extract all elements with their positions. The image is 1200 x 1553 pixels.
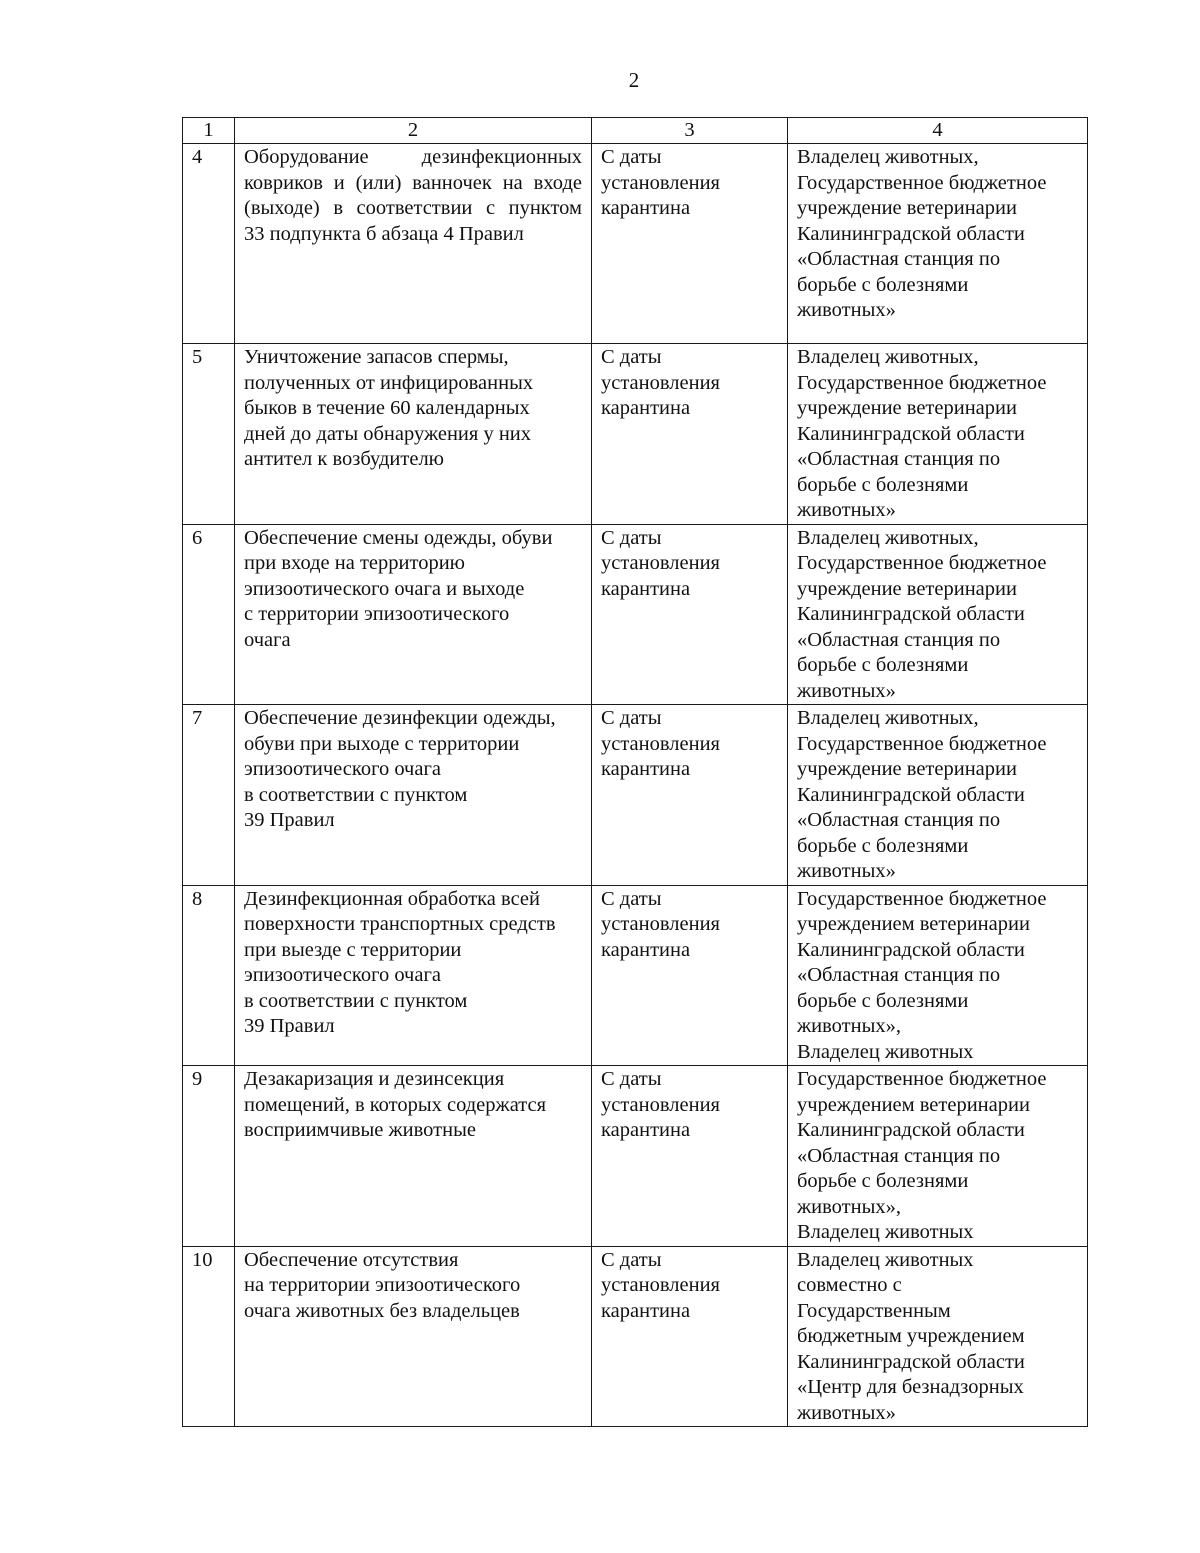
measure-description-line: Уничтожение запасов спермы, [244,346,509,368]
row-number: 9 [183,1066,235,1247]
header-col-4: 4 [788,118,1088,144]
measure-deadline [592,885,788,1066]
measure-deadline-line: карантина [601,397,691,419]
header-col-3: 3 [592,118,788,144]
measure-responsible-line: Калининградской области [797,603,1025,625]
measure-deadline-line: С даты [601,707,662,729]
table-row [183,344,1088,525]
header-col-2: 2 [235,118,592,144]
measure-description-line: в соответствии с пунктом [244,783,468,806]
measure-deadline-line: карантина [601,938,691,961]
measure-description-line: ковриков и (или) ванночек на входе [244,171,582,194]
measure-responsible-line: Государственным [797,1299,951,1322]
measure-deadline [592,144,788,344]
measure-description-line: эпизоотического очага [244,964,441,986]
table-row [183,1066,1088,1247]
measure-description-line: Обеспечение смены одежды, обуви [244,526,553,549]
measure-responsible-line: учреждение ветеринарии [797,397,1017,419]
measure-description-line: восприимчивые животные [244,1119,476,1141]
row-number: 4 [183,144,235,344]
measure-deadline [592,1246,788,1427]
measure-description [235,885,592,1066]
measure-description-line: очага животных без владельцев [244,1299,520,1322]
measure-responsible-line: борьбе с болезнями [797,273,969,296]
measure-responsible [788,1246,1088,1427]
measure-deadline-line: карантина [601,1299,691,1322]
measure-responsible-line: Государственное бюджетное [797,887,1047,910]
measure-deadline-line: С даты [601,1068,662,1090]
measure-responsible-line: учреждение ветеринарии [797,577,1017,600]
measure-responsible-line: борьбе с болезнями [797,473,969,496]
measure-responsible [788,144,1088,344]
measure-responsible-line: животных» [797,860,896,882]
measure-responsible [788,524,1088,705]
measure-deadline-line: установления [601,732,720,755]
measure-description-line: Обеспечение отсутствия [244,1248,459,1271]
measure-deadline [592,705,788,886]
measure-deadline-line: карантина [601,758,691,780]
row-number: 6 [183,524,235,705]
table-row [183,524,1088,705]
measure-description [235,1246,592,1427]
measure-responsible-line: борьбе с болезнями [797,1170,969,1192]
row-number: 8 [183,885,235,1066]
measure-responsible-line: Владелец животных [797,1248,974,1271]
measure-deadline-line: С даты [601,1248,662,1271]
measure-responsible-line: животных», [797,1195,901,1218]
measure-responsible-line: Калининградской области [797,422,1025,445]
measure-responsible-line: бюджетным учреждением [797,1325,1025,1347]
measure-description [235,524,592,705]
row-number: 5 [183,344,235,525]
measure-description-line: Обеспечение дезинфекции одежды, [244,707,556,729]
measure-description-line: 39 Правил [244,1015,335,1037]
measure-responsible-line: Государственное бюджетное [797,371,1047,394]
measure-description-line: поверхности транспортных средств [244,913,556,935]
row-number: 7 [183,705,235,886]
measure-deadline [592,1066,788,1247]
measure-deadline [592,524,788,705]
measure-deadline-line: карантина [601,197,691,219]
measure-responsible-line: Владелец животных [797,1040,974,1063]
measure-deadline-line: С даты [601,526,662,549]
measure-description-line: 39 Правил [244,809,335,831]
measure-responsible [788,705,1088,886]
table-row [183,144,1088,344]
measure-description-line: при выезде с территории [244,938,462,961]
measure-responsible-line: «Областная станция по [797,964,1001,986]
measure-responsible-line: животных» [797,1401,896,1424]
measure-description-line: с территории эпизоотического [244,603,510,625]
measure-deadline-line: установления [601,552,720,574]
measure-responsible-line: борьбе с болезнями [797,834,969,857]
measure-responsible-line: Калининградской области [797,1350,1025,1373]
measure-responsible-line: учреждением ветеринарии [797,1093,1030,1116]
measure-description-line: полученных от инфицированных [244,371,534,394]
measure-deadline [592,344,788,525]
measure-responsible-line: учреждением ветеринарии [797,913,1030,935]
measure-description-line: 33 подпункта б абзаца 4 Правил [244,222,524,245]
measure-responsible-line: «Областная станция по [797,1144,1001,1167]
measure-description-line: при входе на территорию [244,552,465,574]
measure-deadline-line: установления [601,171,720,194]
measure-responsible-line: борьбе с болезнями [797,989,969,1012]
header-row [183,118,1088,144]
measure-description-line: Оборудование дезинфекционных [244,146,582,168]
table-row [183,1246,1088,1427]
page-number: 2 [628,68,640,92]
measure-description [235,705,592,886]
measure-responsible-line: животных» [797,679,896,702]
measure-responsible-line: «Областная станция по [797,248,1001,270]
measure-deadline-line: С даты [601,146,662,168]
measure-deadline-line: карантина [601,1119,691,1141]
measure-deadline-line: С даты [601,346,662,368]
measure-responsible-line: «Областная станция по [797,448,1001,470]
table-row [183,885,1088,1066]
measure-description [235,1066,592,1247]
measure-responsible [788,1066,1088,1247]
measure-responsible-line: Владелец животных, [797,707,979,729]
measure-responsible-line: борьбе с болезнями [797,654,969,676]
measure-deadline-line: установления [601,1093,720,1116]
measure-responsible-line: Калининградской области [797,1119,1025,1141]
measure-responsible-line: Владелец животных, [797,346,979,368]
measure-responsible-line: «Областная станция по [797,809,1001,831]
measure-responsible-line: Государственное бюджетное [797,552,1047,574]
measure-responsible-line: Владелец животных, [797,146,979,168]
measure-responsible-line: Калининградской области [797,222,1025,245]
measure-responsible-line: «Центр для безнадзорных [797,1376,1024,1398]
table-body [183,144,1088,1427]
header-col-1: 1 [183,118,235,144]
measure-responsible-line: Государственное бюджетное [797,171,1047,194]
measure-description [235,344,592,525]
measure-description-line: помещений, в которых содержатся [244,1093,546,1116]
measure-responsible [788,885,1088,1066]
measure-deadline-line: установления [601,1274,720,1296]
measure-description-line: антител к возбудителю [244,448,444,470]
table-row [183,705,1088,886]
measure-description-line: эпизоотического очага и выходе [244,577,525,600]
measure-description-line: в соответствии с пунктом [244,989,468,1012]
measure-description [235,144,592,344]
measure-responsible-line: Владелец животных [797,1221,974,1243]
measure-deadline-line: установления [601,913,720,935]
measure-responsible-line: Государственное бюджетное [797,732,1047,755]
measure-description-line: дней до даты обнаружения у них [244,422,532,445]
measure-deadline-line: С даты [601,887,662,910]
measure-responsible-line: животных» [797,499,896,521]
measure-responsible-line: Государственное бюджетное [797,1068,1047,1090]
measure-deadline-line: карантина [601,577,691,600]
measure-description-line: быков в течение 60 календарных [244,397,530,419]
measure-description-line: обуви при выходе с территории [244,732,520,755]
measures-table [182,117,1088,1427]
row-number: 10 [183,1246,235,1427]
measure-responsible-line: Владелец животных, [797,526,979,549]
measure-description-line: (выходе) в соответствии с пунктом [244,197,582,219]
measure-responsible-line: Калининградской области [797,783,1025,806]
measure-responsible-line: учреждение ветеринарии [797,758,1017,780]
measure-description-line: очага [244,628,291,651]
measure-responsible-line: Калининградской области [797,938,1025,961]
measure-responsible-line: животных», [797,1015,901,1037]
measure-description-line: эпизоотического очага [244,758,441,780]
measure-deadline-line: установления [601,371,720,394]
measure-responsible-line: животных» [797,299,896,321]
measure-description-line: на территории эпизоотического [244,1274,521,1296]
measure-description-line: Дезинфекционная обработка всей [244,887,540,910]
measure-responsible-line: «Областная станция по [797,628,1001,651]
measure-responsible [788,344,1088,525]
measure-responsible-line: совместно с [797,1274,902,1296]
measure-responsible-line: учреждение ветеринарии [797,197,1017,219]
measure-description-line: Дезакаризация и дезинсекция [244,1068,505,1090]
